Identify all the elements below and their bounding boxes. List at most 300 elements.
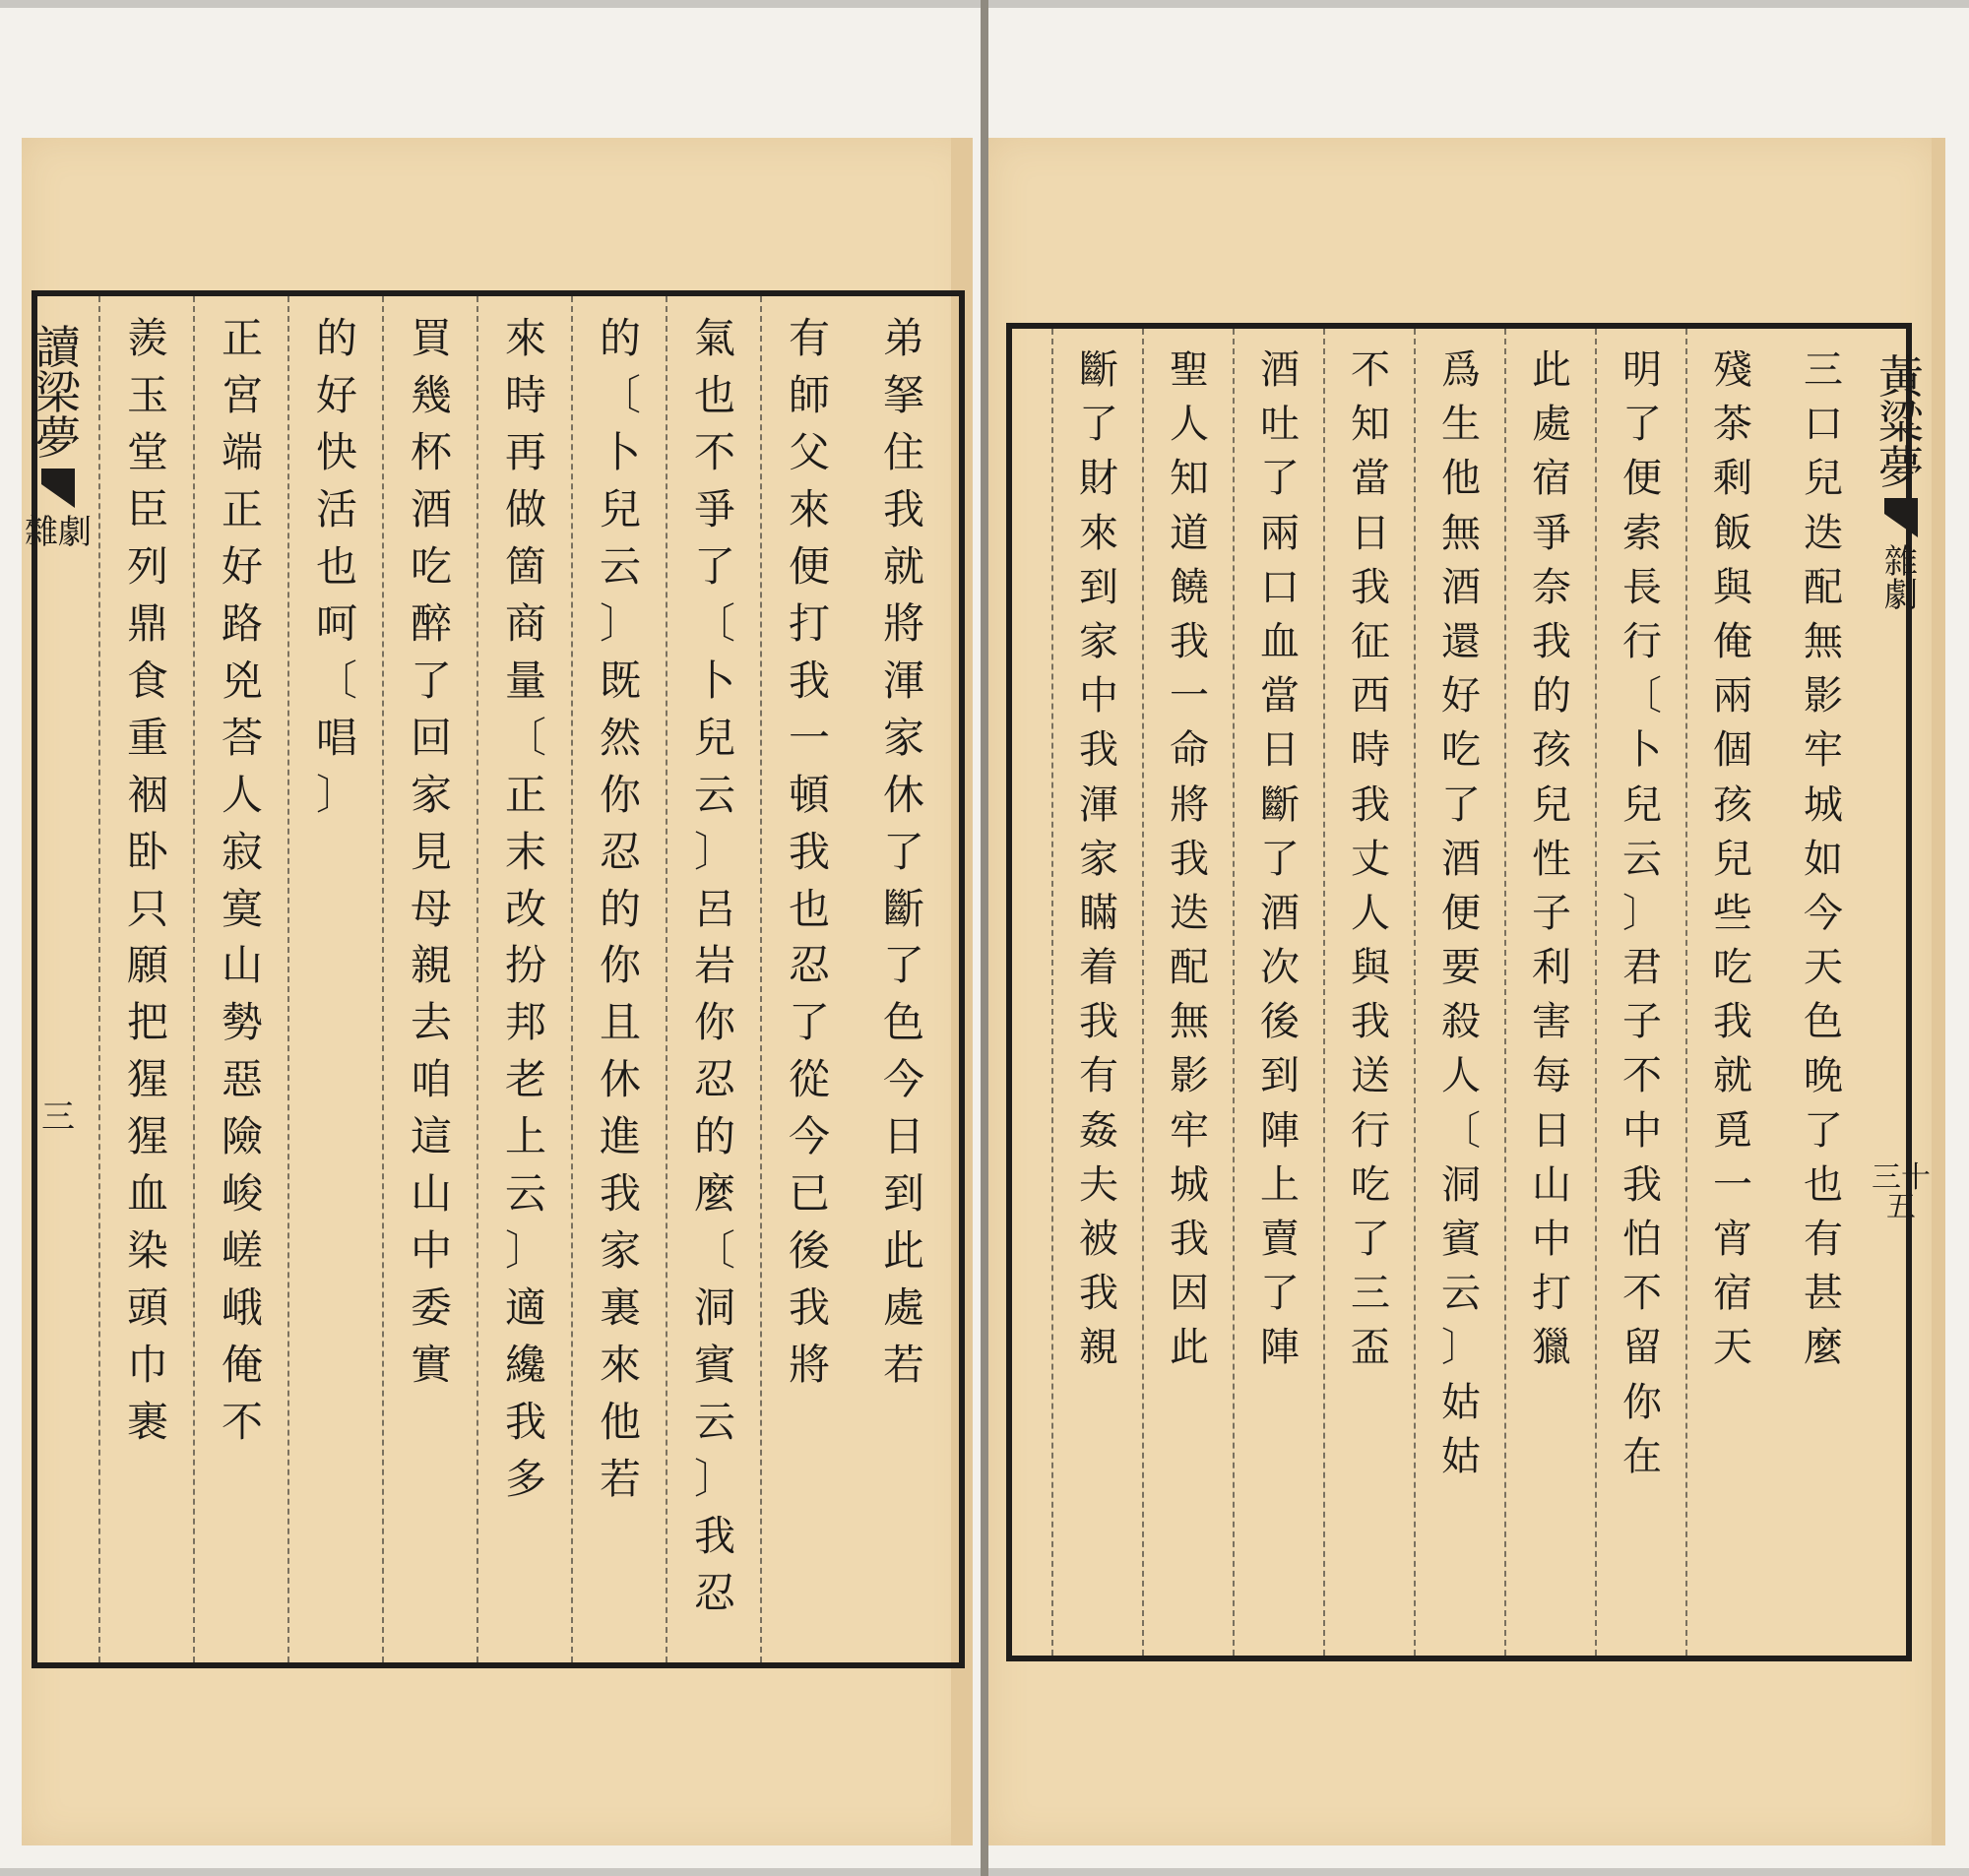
text-char: 就 <box>1713 1053 1752 1099</box>
text-char: 宿 <box>1713 1271 1752 1317</box>
text-char: 飯 <box>1713 510 1752 556</box>
text-char: 好 <box>221 541 263 591</box>
text-char: 堂 <box>126 427 168 476</box>
text-char: 〔 <box>693 598 735 648</box>
text-char: 時 <box>1351 727 1390 774</box>
text-char: 買 <box>410 314 452 362</box>
text-char: 重 <box>126 713 168 762</box>
text-column <box>1144 329 1235 1656</box>
text-char: 不 <box>693 427 735 476</box>
text-char: 我 <box>1079 1271 1118 1317</box>
text-char: 上 <box>1260 1161 1300 1208</box>
text-char: 然 <box>599 713 641 762</box>
text-char: 兒 <box>1713 836 1752 882</box>
text-char: 荅 <box>221 713 263 762</box>
text-char: 已 <box>788 1169 830 1219</box>
text-char: 量 <box>504 656 546 705</box>
text-char: 命 <box>1170 727 1209 774</box>
text-char: 岩 <box>693 941 735 990</box>
text-char: 當 <box>1351 456 1390 502</box>
text-char: 賓 <box>693 1341 735 1390</box>
text-char: 了 <box>410 656 452 705</box>
text-char: 將 <box>788 1341 830 1390</box>
text-char: 猩 <box>126 1112 168 1161</box>
text-char: 卜 <box>693 656 735 705</box>
text-char: 我 <box>1713 999 1752 1045</box>
text-char: 我 <box>1079 727 1118 774</box>
text-char: 酒 <box>410 484 452 533</box>
text-char: 日 <box>882 1112 924 1161</box>
text-char: 〕 <box>504 1226 546 1276</box>
text-char: 了 <box>882 827 924 876</box>
text-char: 兒 <box>599 484 641 533</box>
text-char: 孩 <box>1713 782 1752 828</box>
text-char: 三 <box>1804 347 1843 393</box>
text-char: 晚 <box>1804 1053 1843 1099</box>
text-char: 斷 <box>1079 347 1118 393</box>
text-char: 多 <box>504 1455 546 1504</box>
heart-folio: 三 <box>41 1097 75 1137</box>
text-char: 只 <box>126 884 168 933</box>
text-char: 子 <box>1532 890 1571 936</box>
text-char: 天 <box>1804 945 1843 991</box>
text-char: 你 <box>599 770 641 819</box>
text-char: 我 <box>788 827 830 876</box>
text-char: 忍 <box>788 941 830 990</box>
text-char: 財 <box>1079 456 1118 502</box>
text-column <box>1235 329 1325 1656</box>
text-char: 兒 <box>1622 782 1662 828</box>
text-char: 口 <box>1260 564 1300 610</box>
text-char: 了 <box>1804 1107 1843 1154</box>
text-char: 征 <box>1351 618 1390 664</box>
text-char: 云 <box>693 1398 735 1447</box>
text-char: 你 <box>1622 1379 1662 1425</box>
heart-folio: 三十五 <box>1872 1160 1931 1224</box>
text-char: 索 <box>1622 510 1662 556</box>
text-char: 也 <box>788 884 830 933</box>
text-char: 斷 <box>882 884 924 933</box>
text-char: 的 <box>599 314 641 362</box>
text-char: 做 <box>504 484 546 533</box>
text-char: 云 <box>599 541 641 591</box>
text-char: 我 <box>1170 1217 1209 1262</box>
text-char: 休 <box>599 1055 641 1104</box>
text-char: 卜 <box>599 427 641 476</box>
text-char: 呵 <box>315 598 357 648</box>
text-char: 我 <box>788 1283 830 1333</box>
text-char: 師 <box>788 370 830 419</box>
text-char: 夫 <box>1079 1161 1118 1208</box>
text-char: 姑 <box>1441 1379 1481 1425</box>
text-char: 在 <box>1622 1433 1662 1479</box>
text-char: 臣 <box>126 484 168 533</box>
right-page-edge <box>1932 138 1945 1845</box>
text-char: 處 <box>1532 402 1571 448</box>
text-char: 改 <box>504 884 546 933</box>
text-char: 上 <box>504 1112 546 1161</box>
text-char: 中 <box>1079 673 1118 719</box>
text-char: 獵 <box>1532 1325 1571 1371</box>
text-char: 正 <box>504 770 546 819</box>
text-char: 從 <box>788 1055 830 1104</box>
text-char: 日 <box>1260 727 1300 774</box>
column-rule <box>1051 329 1053 1656</box>
text-char: 忍 <box>693 1568 735 1617</box>
text-char: 麼 <box>693 1169 735 1219</box>
text-char: 血 <box>1260 618 1300 664</box>
right-page-heart <box>1871 325 1932 1659</box>
text-char: 了 <box>1079 402 1118 448</box>
text-char: 就 <box>882 541 924 591</box>
text-char: 頭 <box>126 1283 168 1333</box>
text-char: 正 <box>221 484 263 533</box>
text-char: 〔 <box>599 370 641 419</box>
text-char: 我 <box>504 1398 546 1447</box>
text-char: 的 <box>693 1112 735 1161</box>
text-char: 宿 <box>1532 456 1571 502</box>
text-char: 回 <box>410 713 452 762</box>
text-char: 既 <box>599 656 641 705</box>
text-column <box>667 296 762 1662</box>
text-char: 今 <box>882 1055 924 1104</box>
text-char: 口 <box>1804 402 1843 448</box>
text-char: 中 <box>1622 1107 1662 1154</box>
text-char: 你 <box>693 998 735 1047</box>
text-char: 活 <box>315 484 357 533</box>
text-char: 一 <box>788 713 830 762</box>
text-char: 便 <box>1622 456 1662 502</box>
text-char: 住 <box>882 427 924 476</box>
text-char: 不 <box>221 1398 263 1447</box>
text-char: 三 <box>1351 1271 1390 1317</box>
text-char: 迭 <box>1804 510 1843 556</box>
text-char: 云 <box>1441 1271 1481 1317</box>
text-char: 洞 <box>693 1283 735 1333</box>
text-char: 且 <box>599 998 641 1047</box>
text-char: 今 <box>1804 890 1843 936</box>
text-char: 唱 <box>315 713 357 762</box>
text-char: 與 <box>1351 945 1390 991</box>
text-char: 俺 <box>1713 618 1752 664</box>
text-char: 饒 <box>1170 564 1209 610</box>
text-char: 將 <box>882 598 924 648</box>
text-char: 怕 <box>1622 1217 1662 1262</box>
text-char: 我 <box>599 1169 641 1219</box>
text-char: 人 <box>1170 402 1209 448</box>
text-char: 也 <box>1804 1161 1843 1208</box>
text-char: 兒 <box>693 713 735 762</box>
text-char: 了 <box>882 941 924 990</box>
text-char: 打 <box>1532 1271 1571 1317</box>
text-char: 被 <box>1079 1217 1118 1262</box>
text-char: 吃 <box>1713 945 1752 991</box>
heart-title: 讀梁夢 <box>35 321 81 465</box>
text-char: 的 <box>599 884 641 933</box>
text-char: 當 <box>1260 673 1300 719</box>
text-column <box>1597 329 1687 1656</box>
text-char: 處 <box>882 1283 924 1333</box>
text-char: 食 <box>126 656 168 705</box>
text-char: 商 <box>504 598 546 648</box>
text-char: 今 <box>788 1112 830 1161</box>
text-char: 他 <box>1441 456 1481 502</box>
text-char: 有 <box>1804 1217 1843 1262</box>
text-char: 我 <box>1170 618 1209 664</box>
text-char: 峻 <box>221 1169 263 1219</box>
text-char: 父 <box>788 427 830 476</box>
text-char: 我 <box>1351 999 1390 1045</box>
text-char: 家 <box>410 770 452 819</box>
text-char: 人 <box>1351 890 1390 936</box>
text-char: 君 <box>1622 945 1662 991</box>
text-char: 一 <box>1713 1161 1752 1208</box>
text-char: 〔 <box>693 1226 735 1276</box>
text-char: 次 <box>1260 945 1300 991</box>
text-char: 峨 <box>221 1283 263 1333</box>
text-char: 〕 <box>599 598 641 648</box>
text-char: 爭 <box>693 484 735 533</box>
text-char: 吃 <box>1351 1161 1390 1208</box>
text-char: 拏 <box>882 370 924 419</box>
text-char: 忍 <box>599 827 641 876</box>
text-char: 後 <box>788 1226 830 1276</box>
text-char: 忍 <box>693 1055 735 1104</box>
text-char: 奈 <box>1532 564 1571 610</box>
text-char: 吃 <box>1441 727 1481 774</box>
text-char: 裹 <box>126 1398 168 1447</box>
text-char: 云 <box>693 770 735 819</box>
heart-label: 雜劇 <box>25 513 92 552</box>
text-char: 與 <box>1713 564 1752 610</box>
right-text-frame <box>1006 323 1912 1661</box>
text-char: 老 <box>504 1055 546 1104</box>
text-char: 行 <box>1351 1107 1390 1154</box>
text-char: 影 <box>1804 673 1843 719</box>
text-char: 兩 <box>1260 510 1300 556</box>
text-char: 打 <box>788 598 830 648</box>
text-char: 長 <box>1622 564 1662 610</box>
text-char: 來 <box>1079 510 1118 556</box>
text-char: 好 <box>1441 673 1481 719</box>
text-char: 如 <box>1804 836 1843 882</box>
text-char: 俺 <box>221 1341 263 1390</box>
text-char: 親 <box>410 941 452 990</box>
text-char: 中 <box>410 1226 452 1276</box>
left-text-frame <box>32 290 965 1668</box>
text-column <box>857 296 951 1662</box>
text-char: 害 <box>1532 999 1571 1045</box>
text-char: 個 <box>1713 727 1752 774</box>
text-char: 剩 <box>1713 456 1752 502</box>
text-char: 杯 <box>410 427 452 476</box>
text-char: 着 <box>1079 945 1118 991</box>
text-char: 險 <box>221 1112 263 1161</box>
text-char: 生 <box>1441 402 1481 448</box>
text-char: 也 <box>315 541 357 591</box>
text-char: 還 <box>1441 618 1481 664</box>
text-char: 洞 <box>1441 1161 1481 1208</box>
text-char: 盃 <box>1351 1325 1390 1371</box>
text-char: 要 <box>1441 945 1481 991</box>
text-column <box>195 296 289 1662</box>
text-char: 鼎 <box>126 598 168 648</box>
text-char: 吃 <box>410 541 452 591</box>
text-char: 了 <box>1260 1271 1300 1317</box>
text-char: 我 <box>1351 564 1390 610</box>
text-char: 宮 <box>221 370 263 419</box>
text-char: 〕 <box>1622 890 1662 936</box>
text-column <box>762 296 857 1662</box>
text-char: 了 <box>1441 782 1481 828</box>
text-char: 適 <box>504 1283 546 1333</box>
text-char: 無 <box>1804 618 1843 664</box>
text-char: 山 <box>221 941 263 990</box>
text-char: 〕 <box>315 770 357 819</box>
text-char: 寂 <box>221 827 263 876</box>
text-column <box>1506 329 1597 1656</box>
text-char: 山 <box>410 1169 452 1219</box>
text-char: 兒 <box>1804 456 1843 502</box>
text-char: 便 <box>1441 890 1481 936</box>
text-char: 利 <box>1532 945 1571 991</box>
text-char: 瞞 <box>1079 890 1118 936</box>
text-char: 行 <box>1622 618 1662 664</box>
text-char: 些 <box>1713 890 1752 936</box>
text-char: 好 <box>315 370 357 419</box>
text-char: 我 <box>1532 618 1571 664</box>
text-char: 咱 <box>410 1055 452 1104</box>
text-char: 兒 <box>1532 782 1571 828</box>
text-char: 吐 <box>1260 402 1300 448</box>
text-char: 纔 <box>504 1341 546 1390</box>
text-char: 色 <box>882 998 924 1047</box>
text-char: 有 <box>788 314 830 362</box>
text-char: 寞 <box>221 884 263 933</box>
text-char: 丈 <box>1351 836 1390 882</box>
text-column <box>573 296 667 1662</box>
text-char: 陣 <box>1260 1325 1300 1371</box>
text-char: 有 <box>1079 1053 1118 1099</box>
text-char: 因 <box>1170 1271 1209 1317</box>
text-char: 一 <box>1170 673 1209 719</box>
text-char: 知 <box>1170 456 1209 502</box>
text-char: 到 <box>882 1169 924 1219</box>
text-column <box>1778 329 1869 1656</box>
text-char: 端 <box>221 427 263 476</box>
text-char: 來 <box>504 314 546 362</box>
text-char: 色 <box>1804 999 1843 1045</box>
text-char: 〔 <box>1441 1107 1481 1154</box>
text-char: 邦 <box>504 998 546 1047</box>
text-char: 人 <box>1441 1053 1481 1099</box>
text-char: 進 <box>599 1112 641 1161</box>
text-char: 家 <box>1079 836 1118 882</box>
text-char: 把 <box>126 998 168 1047</box>
text-char: 扮 <box>504 941 546 990</box>
text-char: 來 <box>788 484 830 533</box>
text-column <box>1325 329 1416 1656</box>
text-char: 不 <box>1622 1271 1662 1317</box>
text-char: 子 <box>1622 999 1662 1045</box>
text-char: 留 <box>1622 1325 1662 1371</box>
text-char: 麼 <box>1804 1325 1843 1371</box>
text-char: 爭 <box>1532 510 1571 556</box>
text-column <box>384 296 478 1662</box>
text-column <box>289 296 384 1662</box>
fishtail-mark <box>1884 498 1918 537</box>
text-char: 西 <box>1351 673 1390 719</box>
text-char: 再 <box>504 427 546 476</box>
text-char: 卧 <box>126 827 168 876</box>
text-char: 家 <box>882 713 924 762</box>
text-char: 影 <box>1170 1053 1209 1099</box>
text-char: 若 <box>882 1341 924 1390</box>
text-char: 姑 <box>1441 1433 1481 1479</box>
text-char: 了 <box>1260 456 1300 502</box>
text-char: 委 <box>410 1283 452 1333</box>
text-char: 人 <box>221 770 263 819</box>
text-char: 酒 <box>1441 836 1481 882</box>
text-char: 配 <box>1804 564 1843 610</box>
text-char: 了 <box>693 541 735 591</box>
text-char: 箇 <box>504 541 546 591</box>
text-char: 殘 <box>1713 347 1752 393</box>
text-char: 我 <box>693 1512 735 1561</box>
text-char: 日 <box>1532 1107 1571 1154</box>
text-char: 快 <box>315 427 357 476</box>
text-char: 嵯 <box>221 1226 263 1276</box>
text-char: 明 <box>1622 347 1662 393</box>
text-char: 休 <box>882 770 924 819</box>
text-column <box>1687 329 1778 1656</box>
text-char: 家 <box>599 1226 641 1276</box>
text-char: 茶 <box>1713 402 1752 448</box>
text-char: 染 <box>126 1226 168 1276</box>
text-char: 我 <box>788 656 830 705</box>
text-char: 幾 <box>410 370 452 419</box>
heart-title: 黃粱夢 <box>1878 350 1924 494</box>
text-char: 到 <box>1260 1053 1300 1099</box>
text-char: 我 <box>882 484 924 533</box>
text-char: 勢 <box>221 998 263 1047</box>
text-char: 頓 <box>788 770 830 819</box>
text-char: 渾 <box>1079 782 1118 828</box>
text-char: 將 <box>1170 782 1209 828</box>
text-char: 正 <box>221 314 263 362</box>
text-char: 〕 <box>693 1455 735 1504</box>
text-char: 時 <box>504 370 546 419</box>
text-char: 兇 <box>221 656 263 705</box>
text-char: 日 <box>1351 510 1390 556</box>
text-char: 願 <box>126 941 168 990</box>
text-char: 家 <box>1079 618 1118 664</box>
text-char: 猩 <box>126 1055 168 1104</box>
text-char: 賣 <box>1260 1217 1300 1262</box>
text-char: 不 <box>1622 1053 1662 1099</box>
text-char: 每 <box>1532 1053 1571 1099</box>
text-char: 云 <box>504 1169 546 1219</box>
text-char: 云 <box>1622 836 1662 882</box>
text-char: 實 <box>410 1341 452 1390</box>
text-char: 山 <box>1532 1161 1571 1208</box>
text-char: 道 <box>1170 510 1209 556</box>
text-char: 便 <box>788 541 830 591</box>
text-char: 呂 <box>693 884 735 933</box>
text-char: 此 <box>882 1226 924 1276</box>
text-char: 〔 <box>504 713 546 762</box>
text-char: 裀 <box>126 770 168 819</box>
